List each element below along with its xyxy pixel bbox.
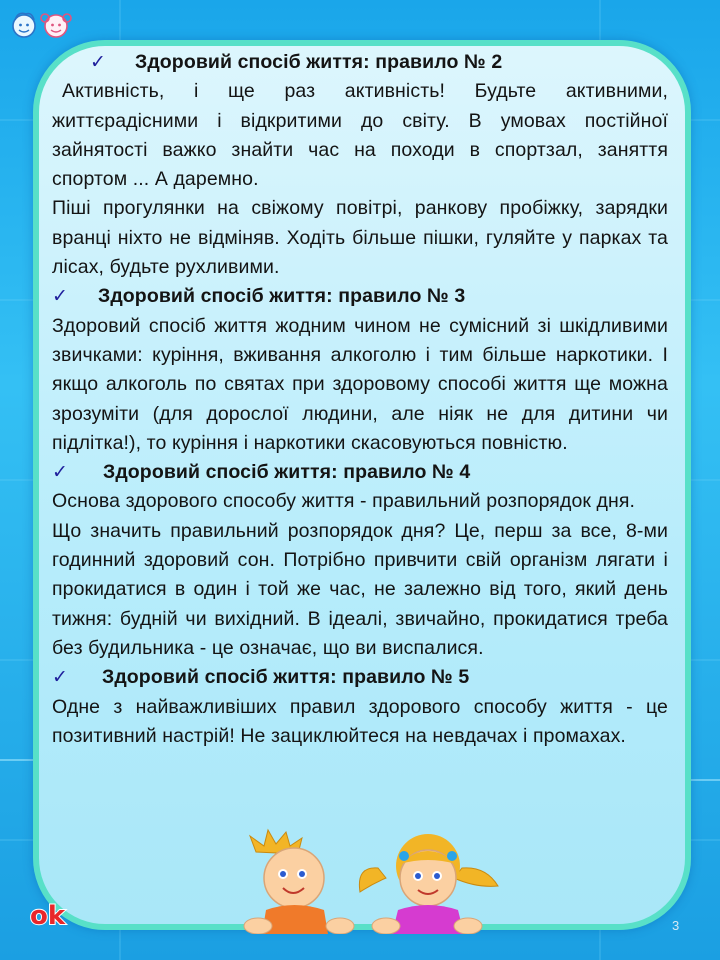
slide-text <box>52 48 668 751</box>
cartoon-kids-illustration <box>236 826 516 934</box>
rule-heading-3 <box>52 282 668 311</box>
page-number: 3 <box>672 918 680 933</box>
paragraph: Здоровий спосіб життя жодним чином не сумісний зі шкідливими звичками: куріння, вживання алкоголю і тим більше наркотики. І якщо алкоголь по святах при здоровому способі життя ще можна зрозуміти (для дорослої людини, але ніяк не для дитини чи підлітка!), то куріння і наркотики скасовуються повністю. <box>52 314 668 454</box>
kids-faces-icon <box>8 8 78 47</box>
check-icon: ✓ <box>52 285 69 308</box>
check-icon: ✓ <box>52 666 69 689</box>
svg-text:ok: ok <box>30 901 66 931</box>
rule-title: Здоровий спосіб життя: правило № 3 <box>98 285 466 308</box>
rule-title: Здоровий спосіб життя: правило № 4 <box>103 461 471 484</box>
ok-logo-icon <box>28 896 72 937</box>
paragraph: Основа здорового способу життя - правильний розпорядок дня. <box>52 490 636 513</box>
paragraph: Піші прогулянки на свіжому повітрі, ранкову пробіжку, зарядки вранці ніхто не відміняв. Ходіть більше пішки, гуляйте у парках та лісах, будьте рухливими. <box>52 197 668 279</box>
check-icon: ✓ <box>52 461 69 484</box>
rule-title: Здоровий спосіб життя: правило № 2 <box>135 51 503 73</box>
rule-heading-5 <box>52 663 668 692</box>
paragraph: Одне з найважливіших правил здорового способу життя - це позитивний настрій! Не зациклюйтеся на невдачах і промахах. <box>52 695 668 747</box>
paragraph: Активність, і ще раз активність! Будьте активними, життєрадісними і відкритими до світу. В умовах постійної зайнятості важко знайти час на походи в спортзал, заняття спортом ... А даремно. <box>52 80 668 191</box>
paragraph: Що значить правильний розпорядок дня? Це, перш за все, 8-ми годинний здоровий сон. Потрібно привчити свій організм лягати і прокидатися в один і той же час, не залежно від того, який день тижня: будній чи вихідний. В ідеалі, звичайно, прокидатися треба без будильника - це означає, що ви виспалися. <box>52 519 668 659</box>
rule-title: Здоровий спосіб життя: правило № 5 <box>102 666 470 689</box>
rule-heading-4 <box>52 458 668 487</box>
rule-heading-2 <box>52 48 668 77</box>
check-icon: ✓ <box>90 51 107 73</box>
